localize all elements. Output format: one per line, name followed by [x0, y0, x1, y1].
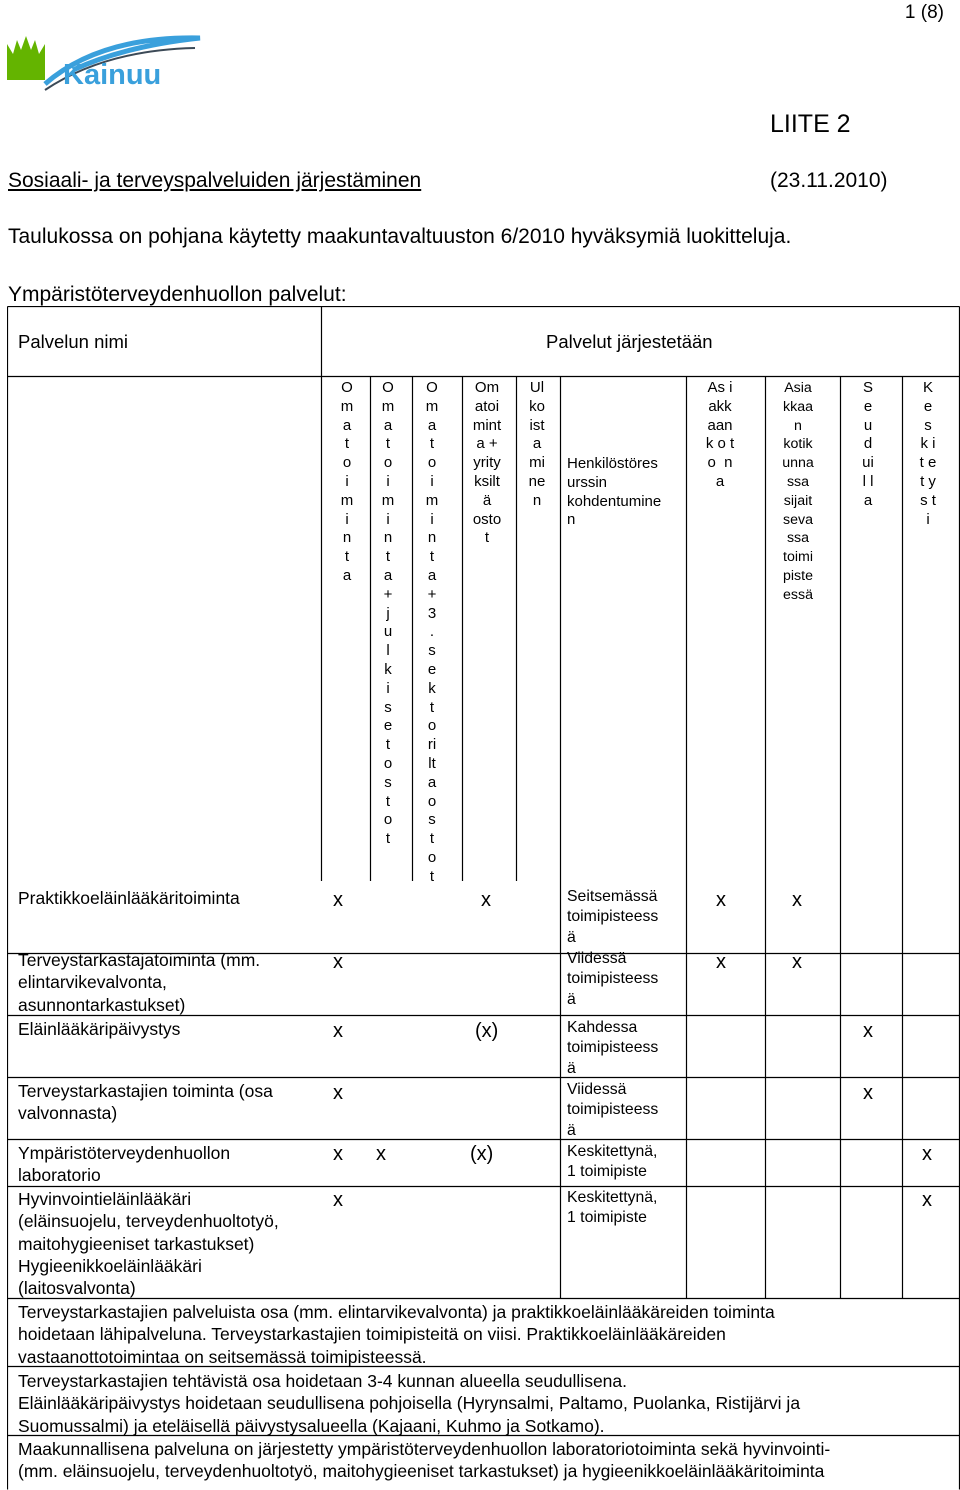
table-cell-mark: x: [922, 1143, 932, 1165]
table-row-service-name: Ympäristöterveydenhuollon laboratorio: [18, 1143, 231, 1186]
table-cell-location: Seitsemässä toimipisteess ä: [567, 888, 659, 946]
table-row-service-name: Terveystarkastajien toiminta (osa valvonnasta): [18, 1081, 273, 1124]
kainuu-logo: [5, 24, 205, 104]
table-cell-mark: x: [792, 889, 802, 911]
column-header-staff-allocation: Henkilöstöres urssin kohdentumine n: [567, 455, 662, 529]
table-cell-mark: (x): [475, 1020, 499, 1042]
table-row-service-name: Praktikkoeläinlääkäritoiminta: [18, 888, 240, 908]
section-title: Ympäristöterveydenhuollon palvelut:: [8, 283, 347, 306]
table-cell-mark: x: [792, 951, 802, 973]
table-cell-mark: x: [481, 889, 491, 911]
table-cell-mark: x: [922, 1189, 932, 1211]
table-cell-mark: x: [716, 951, 726, 973]
document-title: Sosiaali- ja terveyspalveluiden järjestäminen: [8, 169, 422, 192]
header-services-arranged: Palvelut järjestetään: [546, 331, 713, 352]
column-header-home-municipality-office: Asia kkaa n kotik unna ssa sijait seva ssa toimi piste essä: [782, 380, 814, 603]
table-cell-location: Viidessä toimipisteess ä: [567, 1081, 659, 1139]
table-note-regional-services: Terveystarkastajien tehtävistä osa hoidetaan 3-4 kunnan alueella seudullisena. Eläinlääkäripäivystys hoidetaan seudullisena pohjoisella (Hyrynsalmi, Paltamo, Puolanka, Ristijärvi ja Suomussalmi) ja eteläisellä päivystysalueella (Kajaani, Kuhmo ja Sotkamo).: [18, 1371, 801, 1436]
column-header-own-plus-third-sector: O m a t o i m i n t a + 3 . s e k t o ri lt a o s t o t: [425, 379, 439, 885]
table-cell-mark: x: [863, 1082, 873, 1104]
column-header-own-activity: O m a t o i m i n t a: [340, 379, 354, 584]
table-row-service-name: Terveystarkastajatoiminta (mm. elintarvikevalvonta, asunnontarkastukset): [18, 950, 261, 1015]
table-cell-mark: x: [333, 1020, 343, 1042]
intro-text: Taulukossa on pohjana käytetty maakuntavaltuuston 6/2010 hyväksymiä luokitteluja.: [8, 225, 792, 248]
table-cell-mark: x: [376, 1143, 386, 1165]
table-row-service-name: Hyvinvointieläinlääkäri (eläinsuojelu, terveydenhuoltotyö, maitohygieeniset tarkastukset) Hygieenikkoeläinlääkäri (laitosvalvonta): [18, 1189, 279, 1299]
table-cell-location: Keskitettynä, 1 toimipiste: [567, 1189, 658, 1227]
table-note-provincial-services: Maakunnallisena palveluna on järjestetty ympäristöterveydenhuollon laboratoriotoiminta sekä hyvinvointi- (mm. eläinsuojelu, terveydenhuoltotyö, maitohygieeniset tarkastukset) ja hygieenikkoeläinlääkäritoiminta: [18, 1439, 831, 1482]
column-header-outsourcing: Ul ko ist a mi ne n: [528, 379, 546, 509]
table-cell-location: Viidessä toimipisteess ä: [567, 950, 659, 1008]
logo-crown-icon: [7, 36, 45, 80]
table-note-local-services: Terveystarkastajien palveluista osa (mm. elintarvikevalvonta) ja praktikkoeläinlääkäreiden toiminta hoidetaan lähipalveluna. Terveystarkastajien toimipisteitä on viisi. Praktikkoeläinlääkäreiden vastaanottotoimintaa on seitsemässä toimipisteessä.: [18, 1302, 775, 1367]
logo-text: Kainuu: [63, 59, 162, 91]
table-cell-mark: x: [863, 1020, 873, 1042]
table-cell-mark: (x): [470, 1143, 494, 1165]
document-date: (23.11.2010): [770, 169, 888, 192]
table-cell-mark: x: [333, 1082, 343, 1104]
appendix-label: LIITE 2: [770, 110, 851, 138]
table-cell-location: Keskitettynä, 1 toimipiste: [567, 1143, 658, 1181]
table-cell-mark: x: [716, 889, 726, 911]
header-service-name: Palvelun nimi: [18, 331, 129, 352]
table-cell-location: Kahdessa toimipisteess ä: [567, 1019, 659, 1077]
page-number: 1 (8): [904, 2, 944, 23]
table-cell-mark: x: [333, 1143, 343, 1165]
column-header-centralized: K e s k i t e t y s t i: [919, 379, 937, 528]
table-cell-mark: x: [333, 1189, 343, 1211]
table-cell-mark: x: [333, 889, 343, 911]
table-row-service-name: Eläinlääkäripäivystys: [18, 1019, 181, 1039]
column-header-at-customer-home: As i akk aan k o t o n a: [705, 379, 735, 490]
column-header-own-plus-purchases: Om atoi mint a + yrity ksilt ä osto t: [472, 379, 502, 547]
column-header-own-plus-public: O m a t o i m i n t a + j u l k i s e t o s t o t: [381, 379, 395, 848]
column-header-regional: S e u d ui l l a: [862, 379, 874, 509]
table-cell-mark: x: [333, 951, 343, 973]
